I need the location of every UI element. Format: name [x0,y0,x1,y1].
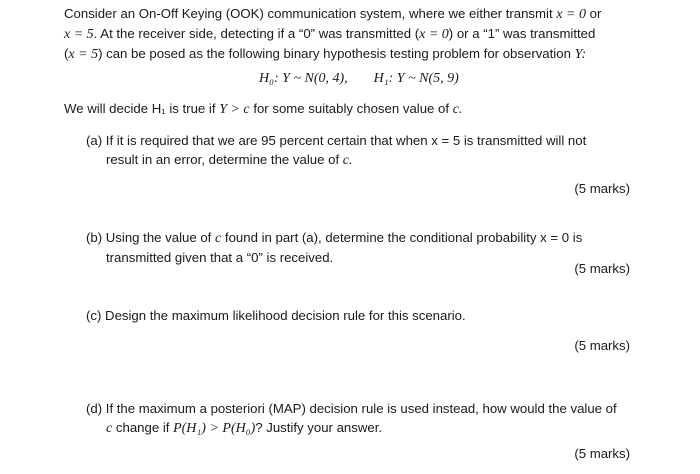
part-b-line-1 [86,228,634,248]
decide-text: for some suitably chosen value of [253,101,450,116]
part-b-line-2: transmitted given that a “0” is received. [106,250,334,265]
question-part-b [86,228,634,267]
part-d-text: change if [115,420,170,435]
intro-text: Consider an On-Off Keying (OOK) communication system, where we either transmit [64,6,553,21]
intro-text: ( [64,46,69,61]
part-a-line-2 [86,150,634,170]
part-b-marks: (5 marks) [574,261,630,276]
math-expr: c. [342,153,353,168]
math-expr: x = 0 [419,27,449,42]
question-part-c [86,306,634,325]
part-b-text: (b) Using the value of [86,230,212,245]
math-expr: c [215,231,222,246]
part-a-text: result in an error, determine the value of [106,152,340,167]
math-expr: x = 5 [68,47,99,62]
part-d-marks: (5 marks) [574,446,630,461]
hypotheses-equation [259,70,459,87]
math-expr: c [106,421,113,436]
intro-line-1 [64,4,644,24]
part-c-line-1: (c) Design the maximum likelihood decision rule for this scenario. [86,308,466,323]
intro-line-3 [64,44,644,64]
hypothesis-h1: H₁: Y ~ N(5, 9) [373,71,459,86]
part-a-line-1: (a) If it is required that we are 95 percent certain that when x = 5 is transmitted will not [86,133,587,148]
part-b-text: found in part (a), determine the conditional probability x = 0 is [224,230,583,245]
intro-paragraph [64,4,644,64]
part-d-text: ? Justify your answer. [255,420,383,435]
hypothesis-h0: H₀: Y ~ N(0, 4), [259,71,348,86]
intro-text: ) or a “1” was transmitted [448,26,596,41]
part-d-line-1: (d) If the maximum a posteriori (MAP) decision rule is used instead, how would the value of [86,401,617,416]
intro-text: ) can be posed as the following binary hypothesis testing problem for observation [98,46,571,61]
decision-statement [64,99,462,119]
math-expr: Y: [574,47,587,62]
decide-text: We will decide H₁ is true if [64,101,216,116]
part-a-marks: (5 marks) [574,181,630,196]
math-expr: P(H₁) > P(H₀) [173,421,256,436]
intro-text: . At the receiver side, detecting if a “0” was transmitted ( [93,26,420,41]
math-expr: Y > c [219,102,250,117]
part-c-marks: (5 marks) [574,338,630,353]
intro-line-2 [64,24,644,44]
part-d-line-2 [86,418,634,438]
question-part-d [86,399,634,438]
intro-text: or [589,6,602,21]
math-expr: c. [452,102,463,117]
math-expr: x = 0 [556,7,586,22]
question-part-a [86,131,634,170]
math-expr: x = 5 [64,27,94,42]
